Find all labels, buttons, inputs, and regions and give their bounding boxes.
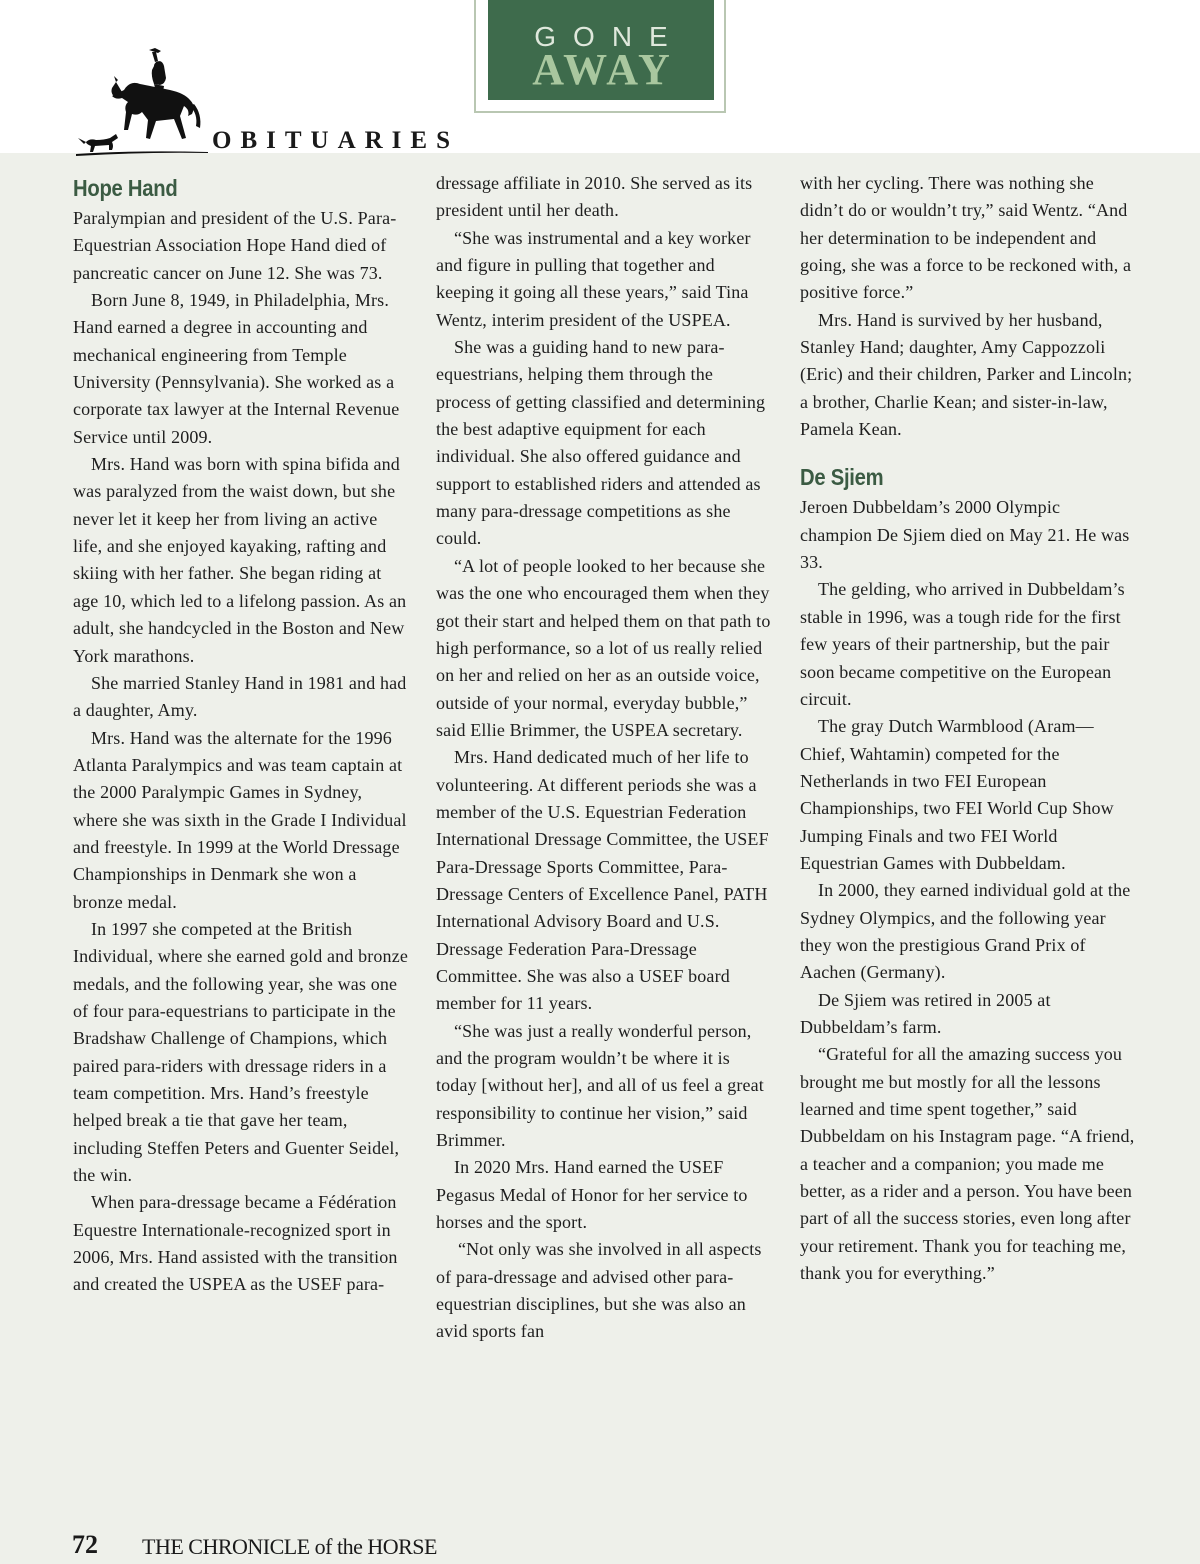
- paragraph: with her cycling. There was nothing she didn’t do or wouldn’t try,” said Wentz. “And her determination to be independent and going, she was a force to be reckoned with, a positive force.”: [800, 173, 1132, 303]
- paragraph: Mrs. Hand is survived by her husband, Stanley Hand; daughter, Amy Cappozzoli (Eric) and their children, Parker and Lincoln; a brother, Charlie Kean; and sister-in-law, Pamela Kean.: [800, 309, 1133, 440]
- text-column-2: [436, 170, 772, 1346]
- paragraph: “Grateful for all the amazing success you brought me but mostly for all the lessons learned and time spent together,” said Dubbeldam on his Instagram page. “A friend, a teacher and a companion; you made me better, as a rider and a person. You have been part of all the success stories, even long after your retirement. Thank you for teaching me, thank you for everything.”: [800, 1044, 1135, 1284]
- section-label-obituaries: OBITUARIES: [212, 127, 459, 154]
- text-column-1: [73, 172, 409, 1299]
- paragraph: “Not only was she involved in all aspects of para-dressage and advised other para-equestrian disciplines, but she was also an avid sports fan: [436, 1239, 762, 1342]
- paragraph: Born June 8, 1949, in Philadelphia, Mrs. Hand earned a degree in accounting and mechanical engineering from Temple University (Pennsylvania). She worked as a corporate tax lawyer at the Internal Revenue Service until 2009.: [73, 290, 400, 447]
- paragraph: Paralympian and president of the U.S. Para-Equestrian Association Hope Hand died of pancreatic cancer on June 12. She was 73.: [73, 208, 397, 283]
- paragraph: The gray Dutch Warmblood (Aram—Chief, Wahtamin) competed for the Netherlands in two FEI European Championships, two FEI World Cup Show Jumping Finals and two FEI World Equestrian Games with Dubbeldam.: [800, 716, 1114, 873]
- paragraph: Mrs. Hand was the alternate for the 1996 Atlanta Paralympics and was team captain at the 2000 Paralympic Games in Sydney, where she was sixth in the Grade I Individual and freestyle. In 1999 at the World Dressage Championships in Denmark she won a bronze medal.: [73, 727, 407, 912]
- article-heading-hope-hand: Hope Hand: [73, 175, 178, 201]
- horse-rider-logo-icon: [72, 44, 212, 160]
- gone-away-box: [488, 0, 714, 100]
- page-number: 72: [72, 1530, 98, 1559]
- badge-away-text: AWAY: [532, 45, 674, 94]
- paragraph: “She was instrumental and a key worker and figure in pulling that together and keeping it going all these years,” said Tina Wentz, interim president of the USPEA.: [436, 227, 751, 330]
- article-heading-de-sjiem: De Sjiem: [800, 464, 884, 491]
- text-column-3: [800, 170, 1136, 1287]
- paragraph: Mrs. Hand was born with spina bifida and was paralyzed from the waist down, but she never let it keep her from living an active life, and she enjoyed kayaking, rafting and skiing with her father. She began riding at age 10, which led to a lifelong passion. As an adult, she handcycled in the Boston and New York marathons.: [73, 454, 407, 666]
- paragraph: She married Stanley Hand in 1981 and had a daughter, Amy.: [73, 672, 407, 721]
- paragraph: When para-dressage became a Fédération Equestre Internationale-recognized sport in 2006, Mrs. Hand assisted with the transition and created the USPEA as the USEF para-: [73, 1192, 398, 1295]
- badge-gone-text: GONE: [534, 21, 685, 52]
- paragraph: “A lot of people looked to her because she was the one who encouraged them when they got their start and helped them on that path to high performance, so a lot of us really relied on her and relied on her as an outside voice, outside of your normal, everyday bubble,” said Ellie Brimmer, the USPEA secretary.: [436, 555, 771, 740]
- paragraph: In 2020 Mrs. Hand earned the USEF Pegasus Medal of Honor for her service to horses and the sport.: [436, 1157, 748, 1233]
- paragraph: De Sjiem was retired in 2005 at Dubbeldam’s farm.: [800, 989, 1051, 1037]
- paragraph: In 2000, they earned individual gold at the Sydney Olympics, and the following year they won the prestigious Grand Prix of Aachen (Germany).: [800, 880, 1131, 983]
- paragraph: She was a guiding hand to new para-equestrians, helping them through the process of getting classified and determining the best adaptive equipment for each individual. She also offered guidance and support to established riders and attended as many para-dressage competitions as she could.: [436, 337, 766, 549]
- paragraph: In 1997 she competed at the British Individual, where she earned gold and bronze medals, and the following year, she was one of four para-equestrians to participate in the Bradshaw Challenge of Champions, which paired para-riders with dressage riders in a team competition. Mrs. Hand’s freestyle helped break a tie that gave her team, including Steffen Peters and Guenter Seidel, the win.: [73, 918, 408, 1186]
- paragraph: Mrs. Hand dedicated much of her life to volunteering. At different periods she was a member of the U.S. Equestrian Federation International Dressage Committee, the USEF Para-Dressage Sports Committee, Para-Dressage Centers of Excellence Panel, PATH International Advisory Board and U.S. Dressage Federation Para-Dressage Committee. She was also a USEF board member for 11 years.: [436, 747, 769, 1014]
- paragraph: “She was just a really wonderful person, and the program wouldn’t be where it is today [without her], and all of us feel a great responsibility to continue her vision,” said Brimmer.: [436, 1020, 764, 1151]
- paragraph: Jeroen Dubbeldam’s 2000 Olympic champion De Sjiem died on May 21. He was 33.: [800, 497, 1130, 573]
- paragraph: dressage affiliate in 2010. She served as its president until her death.: [436, 173, 753, 221]
- publication-name: THE CHRONICLE of the HORSE: [142, 1534, 437, 1559]
- gone-away-badge: [474, 0, 726, 113]
- paragraph: The gelding, who arrived in Dubbeldam’s stable in 1996, was a tough ride for the first few years of their partnership, but the pair soon became competitive on the European circuit.: [800, 579, 1125, 709]
